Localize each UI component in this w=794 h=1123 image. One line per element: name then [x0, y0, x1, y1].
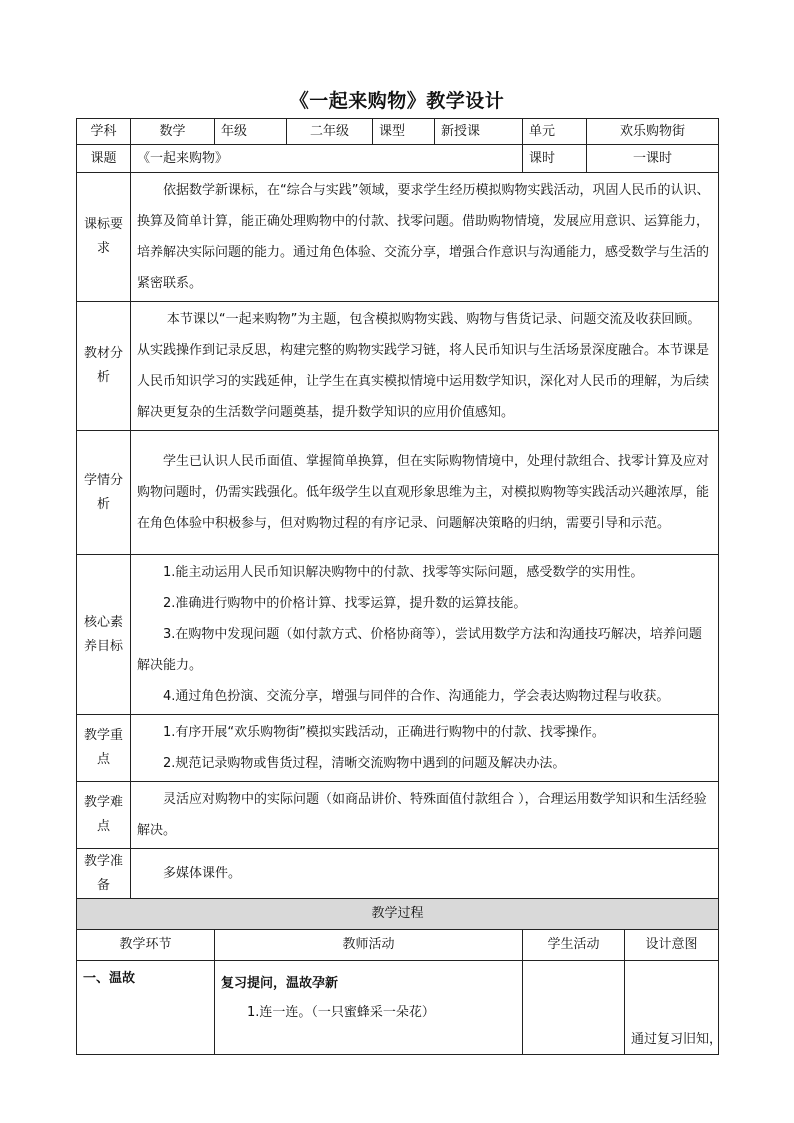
- key-points-label: 教学重点: [77, 715, 131, 782]
- unit-label: 单元: [523, 119, 587, 145]
- col-intent: 设计意图: [625, 930, 719, 961]
- student-cell: [523, 961, 625, 1055]
- goals-label: 核心素养目标: [77, 555, 131, 715]
- topic-row: [77, 145, 719, 173]
- difficulties-label: 教学难点: [77, 782, 131, 849]
- goals-cell: [131, 555, 719, 715]
- teacher-heading: 复习提问，温故孕新: [221, 976, 339, 991]
- subject-label: 学科: [77, 119, 131, 145]
- subject-value: 数学: [131, 119, 215, 145]
- material-text: 本节课以“一起来购物”为主题，包含模拟购物实践、购物与售货记录、问题交流及收获回顾。从实践操作到记录反思，构建完整的购物实践学习链，将人民币知识与生活场景深度融合。本节课是人民币知识学习的实践延伸，让学生在真实模拟情境中运用数学知识，深化对人民币的理解，为后续解决更复杂的生活数学问题奠基，提升数学知识的应用价值感知。: [131, 302, 719, 431]
- topic-label: 课题: [77, 145, 131, 173]
- grade-label: 年级: [215, 119, 287, 145]
- document-title: 《一起来购物》教学设计: [289, 90, 505, 112]
- grade-value: 二年级: [287, 119, 373, 145]
- process-header-row: [77, 899, 719, 930]
- type-value: 新授课: [435, 119, 523, 145]
- goal-item: 3.在购物中发现问题（如付款方式、价格协商等），尝试用数学方法和沟通技巧解决，培养问题解决能力。: [137, 627, 702, 673]
- curriculum-label: 课标要求: [77, 173, 131, 302]
- goal-item: 2.准确进行购物中的价格计算、找零运算，提升数的运算技能。: [163, 596, 527, 611]
- teacher-item: 1.连一连。（一只蜜蜂采一朵花）: [247, 1005, 435, 1020]
- process-columns-row: [77, 930, 719, 961]
- process-header: 教学过程: [77, 899, 719, 930]
- intent-cell: 通过复习旧知，: [625, 961, 719, 1055]
- col-student: 学生活动: [523, 930, 625, 961]
- col-stage: 教学环节: [77, 930, 215, 961]
- students-text: 学生已认识人民币面值、掌握简单换算，但在实际购物情境中，处理付款组合、找零计算及应对购物问题时，仍需实践强化。低年级学生以直观形象思维为主，对模拟购物等实践活动兴趣浓厚，能在角色体验中积极参与，但对购物过程的有序记录、问题解决策略的归纳，需要引导和示范。: [131, 431, 719, 555]
- students-label: 学情分析: [77, 431, 131, 555]
- curriculum-row: [77, 173, 719, 302]
- process-row: [77, 961, 719, 1055]
- col-teacher: 教师活动: [215, 930, 523, 961]
- key-points-row: [77, 715, 719, 782]
- difficulties-text: 灵活应对购物中的实际问题（如商品讲价、特殊面值付款组合 ），合理运用数学知识和生活经验解决。: [131, 782, 719, 849]
- material-label: 教材分析: [77, 302, 131, 431]
- type-label: 课型: [373, 119, 435, 145]
- curriculum-text: 依据数学新课标，在“综合与实践”领域，要求学生经历模拟购物实践活动，巩固人民币的认识、换算及简单计算，能正确处理购物中的付款、找零问题。借助购物情境，发展应用意识、运算能力，培养解决实际问题的能力。通过角色体验、交流分享，增强合作意识与沟通能力，感受数学与生活的紧密联系。: [131, 173, 719, 302]
- key-point-item: 1.有序开展“欢乐购物街”模拟实践活动，正确进行购物中的付款、找零操作。: [163, 725, 605, 740]
- lesson-plan-table-wrapper: [76, 118, 723, 1055]
- difficulties-row: [77, 782, 719, 849]
- stage-cell: 一、温故: [77, 961, 215, 1055]
- lesson-plan-table: [76, 118, 723, 1055]
- preparation-text: 多媒体课件。: [131, 849, 719, 899]
- period-label: 课时: [523, 145, 587, 173]
- topic-value: 《一起来购物》: [131, 145, 523, 173]
- goals-row: [77, 555, 719, 715]
- goal-item: 4.通过角色扮演、交流分享，增强与同伴的合作、沟通能力，学会表达购物过程与收获。: [163, 689, 670, 704]
- preparation-label: 教学准备: [77, 849, 131, 899]
- preparation-row: [77, 849, 719, 899]
- info-row: [77, 119, 719, 145]
- students-row: [77, 431, 719, 555]
- key-points-cell: [131, 715, 719, 782]
- key-point-item: 2.规范记录购物或售货过程，清晰交流购物中遇到的问题及解决办法。: [163, 756, 566, 771]
- unit-value: 欢乐购物街: [587, 119, 719, 145]
- teacher-cell: [215, 961, 523, 1055]
- material-row: [77, 302, 719, 431]
- goal-item: 1.能主动运用人民币知识解决购物中的付款、找零等实际问题，感受数学的实用性。: [163, 565, 644, 580]
- period-value: 一课时: [587, 145, 719, 173]
